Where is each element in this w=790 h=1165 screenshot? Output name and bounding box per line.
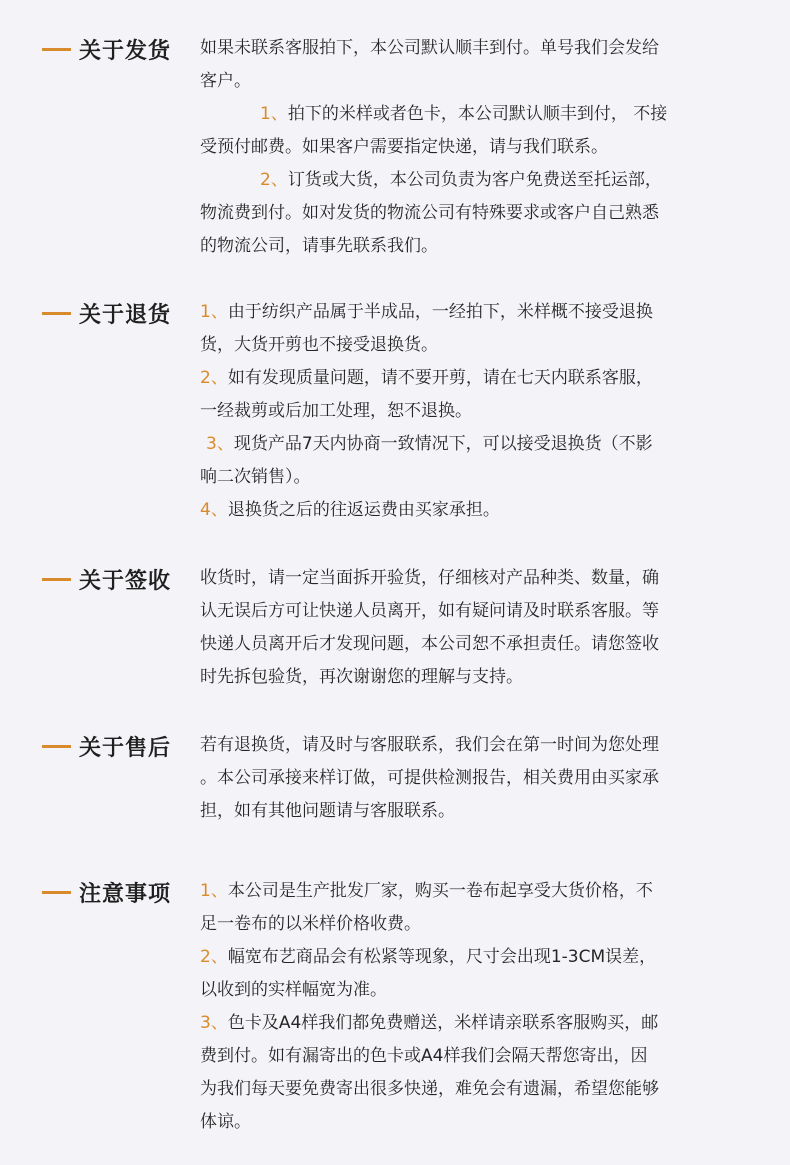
text-line: 足一卷布的以米样价格收费。 [200,914,421,934]
text-line: 如果未联系客服拍下，本公司默认顺丰到付。单号我们会发给 [200,38,659,58]
text-line: 费到付。如有漏寄出的色卡或A4样我们会隔天帮您寄出，因 [200,1046,648,1066]
section-title: 关于发货 [79,38,172,64]
text-line: 2、如有发现质量问题，请不要开剪，请在七天内联系客服， [200,368,653,388]
text-line: 体谅。 [200,1112,251,1132]
text-line: 物流费到付。如对发货的物流公司有特殊要求或客户自己熟悉 [200,203,659,223]
heading-dash [42,891,71,894]
text-line: 2、幅宽布艺商品会有松紧等现象，尺寸会出现1-3CM误差， [200,947,657,967]
text-line: 货，大货开剪也不接受退换货。 [200,335,438,355]
text-line: 2、订货或大货，本公司负责为客户免费送至托运部， [260,170,662,190]
text-line: 以收到的实样幅宽为准。 [200,980,387,1000]
text-line: 认无误后方可让快递人员离开，如有疑问请及时联系客服。等 [200,601,659,621]
text-line: 1、拍下的米样或者色卡，本公司默认顺丰到付， 不接 [260,104,668,124]
text-line: 1、由于纺织产品属于半成品，一经拍下，米样概不接受退换 [200,302,653,322]
section-heading [42,562,171,596]
section-content [200,562,750,694]
text-line: 若有退换货，请及时与客服联系，我们会在第一时间为您处理 [200,735,659,755]
section-heading [42,296,171,330]
text-line: 受预付邮费。如果客户需要指定快递，请与我们联系。 [200,137,608,157]
section-heading [42,32,171,66]
text-line: 响二次销售）。 [200,467,311,487]
section-title: 注意事项 [79,881,172,907]
text-line: 一经裁剪或后加工处理，恕不退换。 [200,401,472,421]
section-content [200,32,750,263]
text-line: 4、退换货之后的往返运费由买家承担。 [200,500,500,520]
text-line: 时先拆包验货，再次谢谢您的理解与支持。 [200,667,523,687]
heading-dash [42,745,71,748]
text-line: 。本公司承接来样订做，可提供检测报告，相关费用由买家承 [200,768,659,788]
section-content [200,875,750,1139]
text-line: 1、本公司是生产批发厂家，购买一卷布起享受大货价格，不 [200,881,653,901]
text-line: 收货时，请一定当面拆开验货，仔细核对产品种类、数量，确 [200,568,659,588]
section-title: 关于售后 [79,735,172,761]
section-heading [42,729,171,763]
heading-dash [42,578,71,581]
heading-dash [42,48,71,51]
text-line: 的物流公司，请事先联系我们。 [200,236,438,256]
text-line: 快递人员离开后才发现问题，本公司恕不承担责任。请您签收 [200,634,659,654]
text-line: 3、色卡及A4样我们都免费赠送，米样请亲联系客服购买，邮 [200,1013,659,1033]
text-line: 为我们每天要免费寄出很多快递，难免会有遗漏，希望您能够 [200,1079,659,1099]
text-line: 担，如有其他问题请与客服联系。 [200,801,455,821]
section-title: 关于签收 [79,568,172,594]
section-heading [42,875,171,909]
text-line: 客户。 [200,71,251,91]
section-content [200,729,750,828]
section-title: 关于退货 [79,302,172,328]
text-line: 3、现货产品7天内协商一致情况下，可以接受退换货（不影 [206,434,653,454]
section-content [200,296,750,527]
heading-dash [42,312,71,315]
